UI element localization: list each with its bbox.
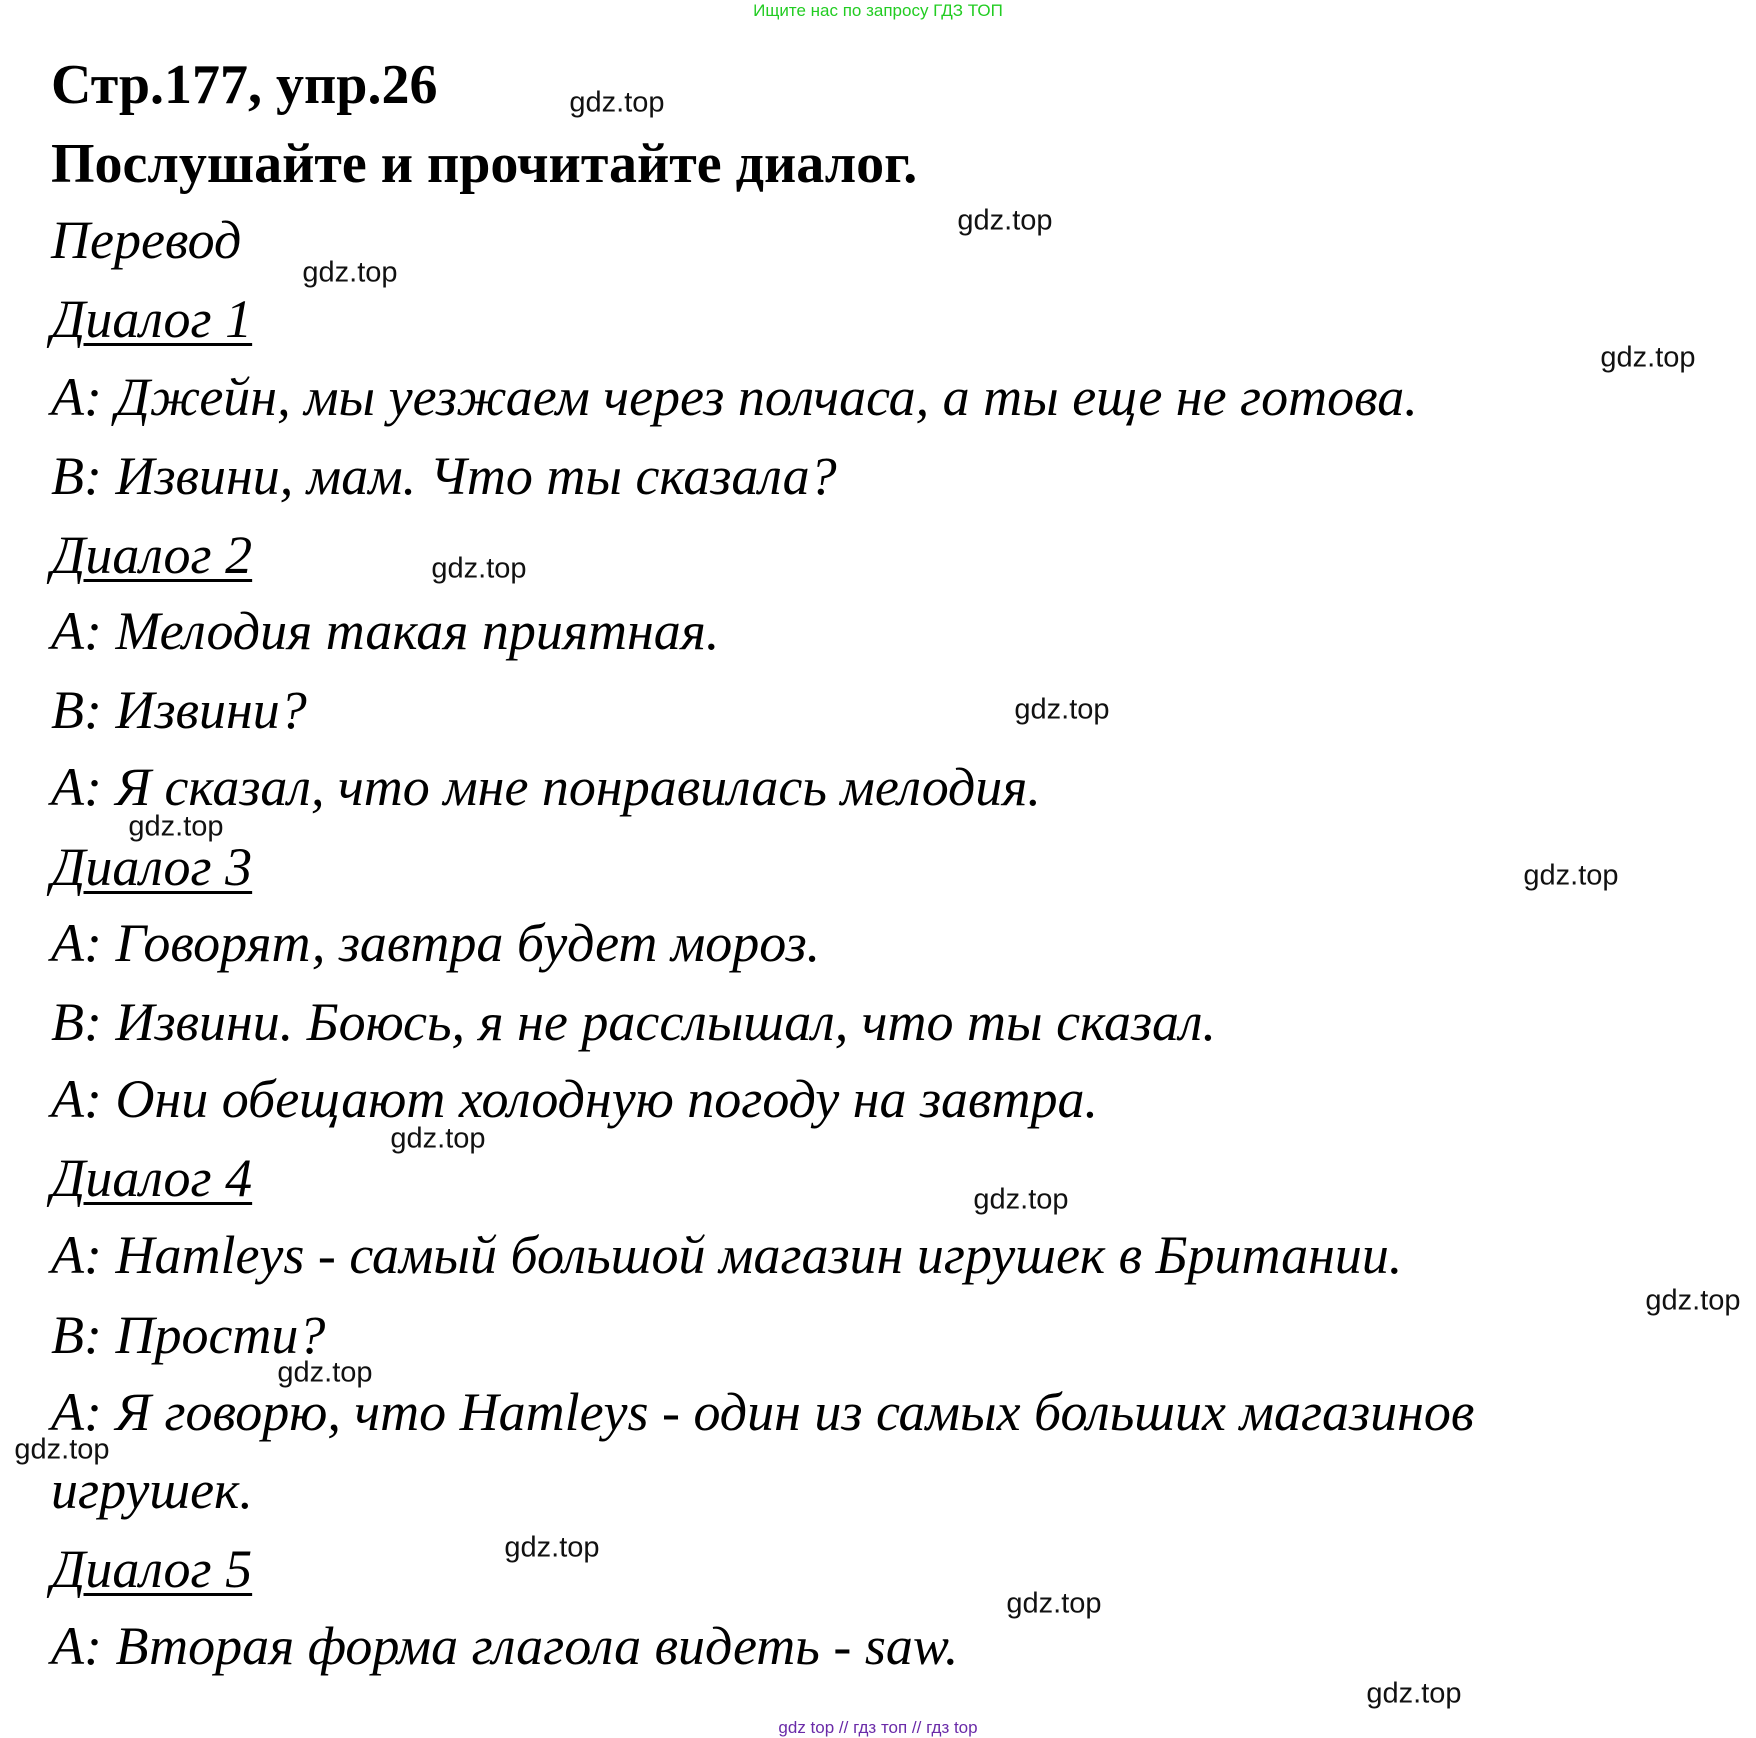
dialog-line: B: Извини, мам. Что ты сказала?	[51, 446, 837, 506]
translation-label: Перевод	[51, 210, 242, 270]
watermark: gdz.top	[390, 1122, 486, 1155]
watermark: gdz.top	[1366, 1677, 1462, 1710]
dialog-line: игрушек.	[51, 1460, 253, 1520]
dialog-heading: Диалог 1	[51, 289, 253, 349]
watermark: gdz.top	[1006, 1587, 1102, 1620]
watermark: gdz.top	[1645, 1284, 1741, 1317]
top-search-note: Ищите нас по запросу ГДЗ ТОП	[753, 1, 1003, 20]
watermark: gdz.top	[277, 1356, 373, 1389]
dialog-heading: Диалог 2	[51, 525, 253, 585]
watermark: gdz.top	[957, 204, 1053, 237]
dialog-line: A: Джейн, мы уезжаем через полчаса, а ты еще не готова.	[51, 367, 1418, 427]
dialog-line: A: Я говорю, что Hamleys - один из самых больших магазинов	[51, 1382, 1475, 1442]
dialog-line: A: Hamleys - самый большой магазин игрушек в Британии.	[51, 1225, 1403, 1285]
dialog-line: A: Вторая форма глагола видеть - saw.	[51, 1616, 959, 1676]
dialog-line: B: Извини. Боюсь, я не расслышал, что ты сказал.	[51, 992, 1217, 1052]
dialog-line: B: Прости?	[51, 1305, 326, 1365]
watermark: gdz.top	[302, 256, 398, 289]
dialog-line: A: Говорят, завтра будет мороз.	[51, 913, 821, 973]
watermark: gdz.top	[128, 810, 224, 843]
watermark: gdz.top	[431, 552, 527, 585]
dialog-line: A: Мелодия такая приятная.	[51, 601, 720, 661]
dialog-heading: Диалог 4	[51, 1148, 253, 1208]
dialog-line: A: Они обещают холодную погоду на завтра.	[51, 1069, 1098, 1129]
dialog-heading: Диалог 3	[51, 837, 253, 897]
watermark: gdz.top	[14, 1433, 110, 1466]
watermark: gdz.top	[1600, 341, 1696, 374]
watermark: gdz.top	[504, 1531, 600, 1564]
watermark: gdz.top	[1014, 693, 1110, 726]
watermark: gdz.top	[1523, 859, 1619, 892]
watermark: gdz.top	[973, 1183, 1069, 1216]
dialog-line: A: Я сказал, что мне понравилась мелодия.	[51, 757, 1041, 817]
watermark: gdz.top	[569, 86, 665, 119]
dialog-heading: Диалог 5	[51, 1539, 253, 1599]
dialog-line: B: Извини?	[51, 680, 307, 740]
bottom-site-note: gdz top // гдз топ // гдз top	[778, 1718, 978, 1737]
task-subtitle: Послушайте и прочитайте диалог.	[51, 133, 918, 195]
page-title: Стр.177, упр.26	[51, 54, 438, 116]
